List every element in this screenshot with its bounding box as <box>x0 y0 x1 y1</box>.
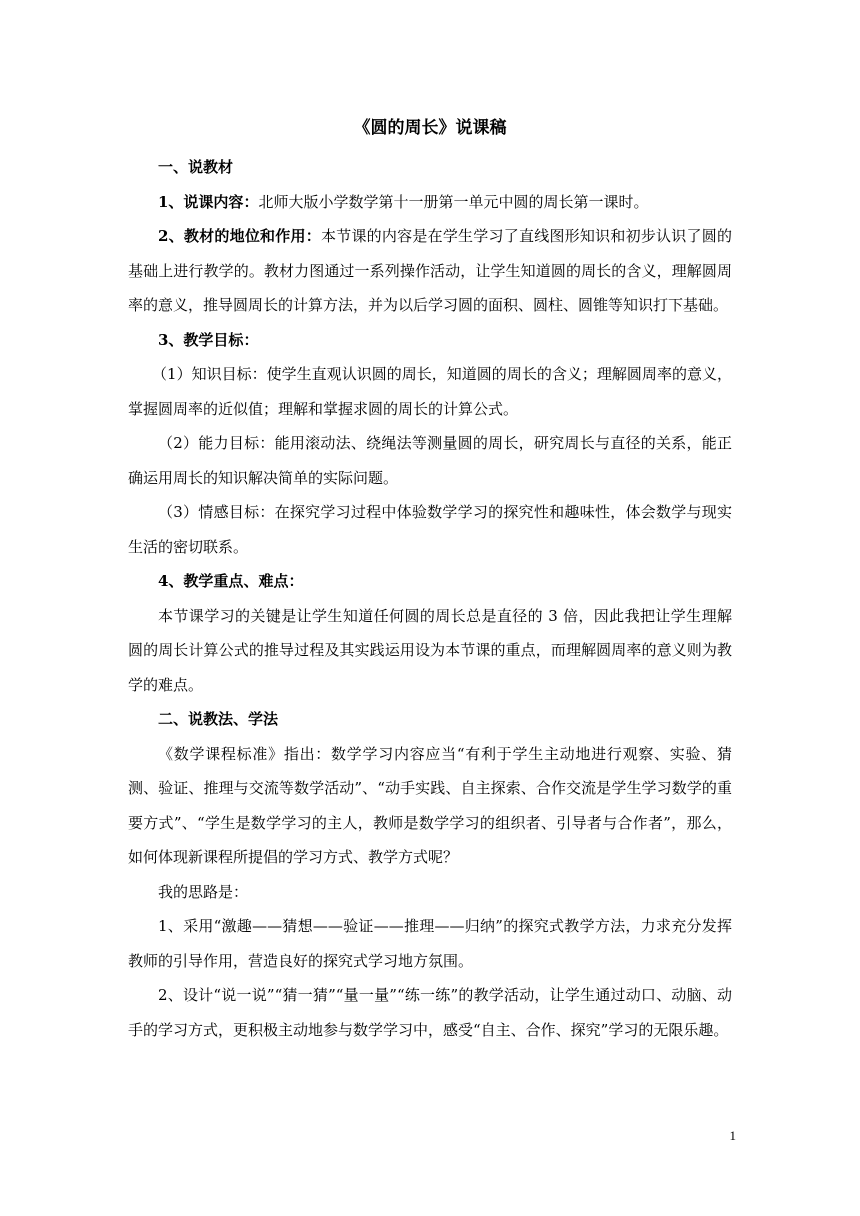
paragraph-approach: 我的思路是： <box>158 882 249 901</box>
paragraph-role <box>128 219 732 323</box>
document-body <box>128 112 732 1047</box>
text-role: 本节课的内容是在学生学习了直线图形知识和初步认识了圆的基础上进行教学的。教材力图通过一系列操作活动，让学生知道圆的周长的含义，理解圆周率的意义，推导圆周长的计算方法，并为以后学习圆的面积、圆柱、圆锥等知识打下基础。 <box>128 227 732 314</box>
label-role: 2、教材的地位和作用： <box>158 227 321 245</box>
paragraph-method-1: 1、采用“激趣——猜想——验证——推理——归纳”的探究式教学方法，力求充分发挥教师的引导作用，营造良好的探究式学习地方氛围。 <box>128 917 732 970</box>
goal-emotion: （3）情感目标：在探究学习过程中体验数学学习的探究性和趣味性，体会数学与现实生活的密切联系。 <box>128 503 732 556</box>
paragraph-key-points: 本节课学习的关键是让学生知道任何圆的周长总是直径的 3 倍，因此我把让学生理解圆的周长计算公式的推导过程及其实践运用设为本节课的重点，而理解圆周率的意义则为教学的难点。 <box>128 606 732 694</box>
label-key-points: 4、教学重点、难点： <box>158 572 304 590</box>
paragraph-method-2: 2、设计“说一说”“猜一猜”“量一量”“练一练”的教学活动，让学生通过动口、动脑、动手的学习方式，更积极主动地参与数学学习中，感受“自主、合作、探究”学习的无限乐趣。 <box>128 986 732 1039</box>
section-heading-2: 二、说教法、学法 <box>158 710 279 728</box>
section-heading-1: 一、说教材 <box>158 158 234 176</box>
label-goals: 3、教学目标： <box>158 330 259 349</box>
goal-ability: （2）能力目标：能用滚动法、绕绳法等测量圆的周长，研究周长与直径的关系，能正确运用周长的知识解决简单的实际问题。 <box>128 434 732 487</box>
label-content: 1、说课内容： <box>158 192 259 211</box>
paragraph-content <box>128 185 732 220</box>
document-title: 《圆的周长》说课稿 <box>353 118 507 138</box>
page-number: 1 <box>729 1128 736 1143</box>
paragraph-standard: 《数学课程标准》指出：数学学习内容应当“有利于学生主动地进行观察、实验、猜测、验证、推理与交流等数学活动”、“动手实践、自主探索、合作交流是学生学习数学的重要方式”、“学生是数学学习的主人，教师是数学学习的组织者、引导者与合作者”，那么，如何体现新课程所提倡的学习方式、教学方式呢？ <box>128 744 732 866</box>
goal-knowledge: （1）知识目标：使学生直观认识圆的周长，知道圆的周长的含义；理解圆周率的意义，掌握圆周率的近似值；理解和掌握求圆的周长的计算公式。 <box>128 365 732 418</box>
text-content: 北师大版小学数学第十一册第一单元中圆的周长第一课时。 <box>258 192 649 211</box>
